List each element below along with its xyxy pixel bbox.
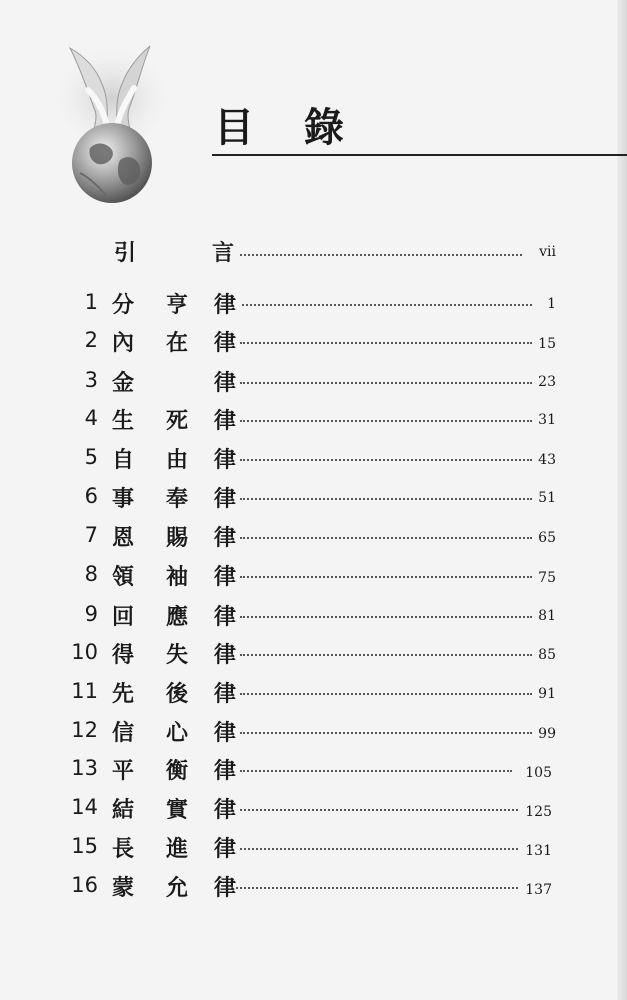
chapter-number: 14: [71, 795, 98, 819]
page-number: vii: [539, 244, 556, 260]
chapter-number: 5: [84, 445, 98, 469]
dot-leader: [236, 887, 518, 889]
page-number: 131: [525, 843, 552, 859]
chapter-title-char: 長: [111, 836, 134, 862]
page-number: 23: [538, 374, 556, 390]
dot-leader: [240, 537, 532, 539]
toc-entry[interactable]: [0, 521, 627, 551]
chapter-title-char: 結: [111, 797, 134, 823]
dot-leader: [240, 654, 532, 656]
chapter-title-char: 袖: [165, 564, 188, 590]
page-number: 65: [538, 530, 556, 546]
chapter-title-char: 實: [165, 797, 188, 823]
toc-entry[interactable]: [0, 754, 627, 784]
dot-leader: [240, 809, 518, 811]
toc-entry[interactable]: [0, 716, 627, 746]
chapter-title-char: 律: [213, 486, 236, 512]
chapter-title-char: 律: [213, 604, 236, 630]
chapter-title-char: 律: [213, 720, 236, 746]
page-number: 81: [538, 608, 556, 624]
chapter-number: 6: [84, 484, 98, 508]
chapter-title-char: 律: [213, 681, 236, 707]
chapter-title-char: 引: [113, 240, 136, 266]
chapter-number: 1: [84, 290, 98, 314]
dot-leader: [240, 498, 532, 500]
chapter-title-char: 死: [165, 408, 188, 434]
toc-entry[interactable]: [0, 443, 627, 473]
chapter-title-char: 領: [111, 564, 134, 590]
dot-leader: [240, 254, 522, 256]
chapter-title-char: 進: [165, 836, 188, 862]
page-number: 85: [538, 647, 556, 663]
dot-leader: [240, 382, 532, 384]
chapter-title-char: 生: [111, 408, 134, 434]
chapter-number: 8: [84, 562, 98, 586]
chapter-title-char: 言: [211, 240, 234, 266]
chapter-title-char: 平: [111, 758, 134, 784]
page-number: 15: [538, 336, 556, 352]
page-title: 目 錄: [214, 104, 362, 151]
chapter-number: 16: [71, 873, 98, 897]
toc-entry[interactable]: [0, 600, 627, 630]
chapter-number: 9: [84, 602, 98, 626]
dot-leader: [240, 770, 512, 772]
chapter-title-char: 事: [111, 486, 134, 512]
dot-leader: [240, 342, 532, 344]
chapter-number: 10: [71, 640, 98, 664]
dot-leader: [240, 576, 532, 578]
toc-entry[interactable]: [0, 560, 627, 590]
chapter-title-char: 後: [165, 681, 188, 707]
chapter-title-char: 得: [111, 642, 134, 668]
chapter-title-char: 律: [213, 564, 236, 590]
dot-leader: [240, 848, 518, 850]
dot-leader: [240, 420, 532, 422]
chapter-number: 12: [71, 718, 98, 742]
page-number: 91: [538, 686, 556, 702]
chapter-title-char: 在: [165, 330, 188, 356]
toc-entry[interactable]: [0, 366, 627, 396]
chapter-title-char: 賜: [165, 525, 188, 551]
chapter-title-char: 金: [111, 370, 134, 396]
chapter-title-char: 恩: [111, 525, 134, 551]
chapter-number: 2: [84, 328, 98, 352]
chapter-title-char: 蒙: [111, 875, 134, 901]
page-number: 99: [538, 726, 556, 742]
chapter-title-char: 律: [213, 408, 236, 434]
chapter-title-char: 衡: [165, 758, 188, 784]
page-number: 125: [525, 804, 552, 820]
chapter-title-char: 內: [111, 330, 134, 356]
page-number: 1: [547, 296, 556, 312]
chapter-title-char: 律: [213, 797, 236, 823]
toc-entry[interactable]: [0, 326, 627, 356]
toc-entry[interactable]: [0, 677, 627, 707]
toc-entry[interactable]: [0, 638, 627, 668]
chapter-number: 7: [84, 523, 98, 547]
chapter-title-char: 律: [213, 370, 236, 396]
page-number: 51: [538, 490, 556, 506]
page-number: 75: [538, 570, 556, 586]
chapter-title-char: 分: [111, 292, 134, 318]
chapter-number: 4: [84, 406, 98, 430]
dot-leader: [242, 304, 532, 306]
chapter-title-char: 奉: [165, 486, 188, 512]
chapter-title-char: 失: [165, 642, 188, 668]
dot-leader: [240, 693, 532, 695]
page-number: 105: [525, 765, 552, 781]
chapter-title-char: 信: [111, 720, 134, 746]
toc-entry[interactable]: [0, 871, 627, 901]
chapter-title-char: 律: [213, 525, 236, 551]
dot-leader: [240, 616, 532, 618]
chapter-title-char: 律: [213, 292, 236, 318]
toc-entry[interactable]: [0, 832, 627, 862]
toc-entry[interactable]: [0, 793, 627, 823]
chapter-title-char: 律: [213, 330, 236, 356]
chapter-title-char: 應: [165, 604, 188, 630]
chapter-title-char: 由: [165, 447, 188, 473]
page-number: 31: [538, 412, 556, 428]
chapter-number: 15: [71, 834, 98, 858]
toc-entry[interactable]: [0, 404, 627, 434]
chapter-number: 13: [71, 756, 98, 780]
chapter-title-char: 律: [213, 642, 236, 668]
chapter-title-char: 律: [213, 836, 236, 862]
chapter-title-char: 亨: [165, 292, 188, 318]
toc-entry[interactable]: [0, 236, 627, 266]
chapter-title-char: 先: [111, 681, 134, 707]
chapter-number: 11: [71, 679, 98, 703]
dot-leader: [240, 732, 532, 734]
chapter-title-char: 自: [111, 447, 134, 473]
chapter-title-char: 允: [165, 875, 188, 901]
toc-entry[interactable]: [0, 288, 627, 318]
page-number: 43: [538, 452, 556, 468]
page-number: 137: [525, 882, 552, 898]
dot-leader: [240, 459, 532, 461]
chapter-title-char: 心: [165, 720, 188, 746]
toc-entry[interactable]: [0, 482, 627, 512]
chapter-title-char: 律: [213, 758, 236, 784]
chapter-title-char: 律: [213, 875, 236, 901]
chapter-title-char: 回: [111, 604, 134, 630]
chapter-title-char: 律: [213, 447, 236, 473]
chapter-number: 3: [84, 368, 98, 392]
